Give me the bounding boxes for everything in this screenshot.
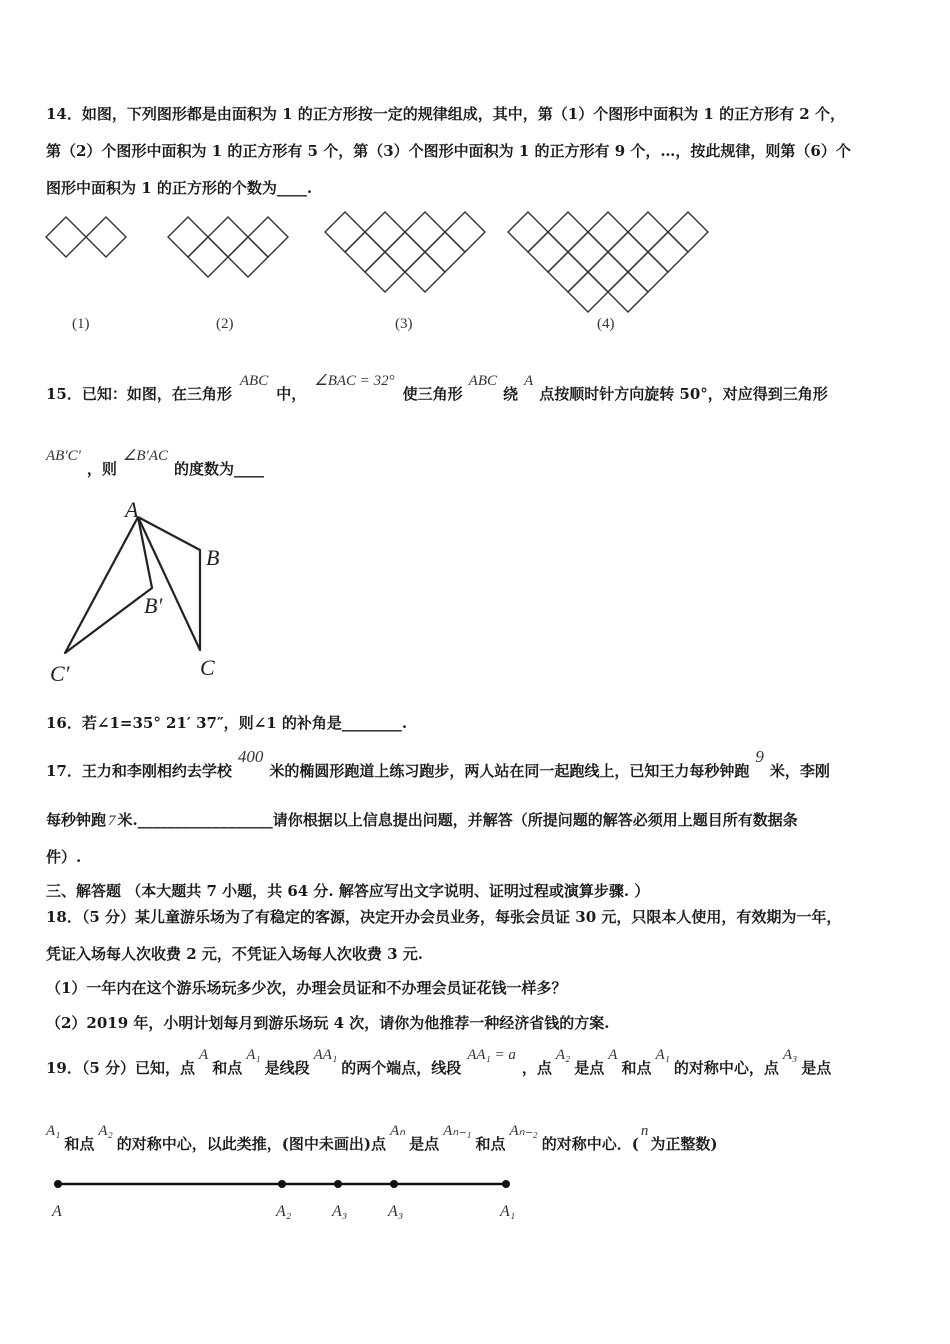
q19-line-1: 19．（5 分）已知，点A和点A₁是线段AA₁的两个端点，线段AA₁ = a，点A₂是点A和点A₁的对称中心，点A₃是点	[46, 1047, 832, 1077]
fig-label-b-prime: B′	[144, 593, 163, 618]
math-angle-bpac: ∠B′AC	[122, 448, 168, 464]
math-abc-prime: AB′C′	[46, 448, 81, 464]
fig-label-c: C	[200, 655, 215, 680]
label-a3b: A₃	[388, 1203, 404, 1220]
q17-line-1: 17．王力和李刚相约去学校400米的椭圆形跑道上练习跑步，两人站在同一起跑线上，已知王力每秒钟跑9米，李刚	[46, 747, 830, 780]
fig-label-a: A	[125, 497, 139, 522]
q18-line-1: 18．（5 分）某儿童游乐场为了有稳定的客源，决定开办会员业务，每张会员证 30 元，只限本人使用，有效期为一年，	[46, 908, 842, 926]
math-abc: ABC	[239, 373, 269, 389]
fig-label-b: B	[206, 545, 220, 570]
q17-line-3: 件）.	[46, 848, 82, 866]
point-a3	[390, 1180, 398, 1188]
q14-line-1: 14．如图，下列图形都是由面积为 1 的正方形按一定的规律组成，其中，第（1）个图形中面积为 1 的正方形有 2 个，	[46, 105, 845, 123]
q14-figure-4	[508, 212, 708, 312]
q19-line-2: A₁和点A₂的对称中心，以此类推，(图中未画出)点Aₙ是点Aₙ₋₁和点Aₙ₋₂的对称中心．(n为正整数)	[46, 1123, 718, 1153]
fig-label-c-prime: C′	[50, 661, 70, 686]
label-a1: A₁	[500, 1203, 516, 1220]
q15-line-1: 15．已知：如图，在三角形ABC中，∠BAC = 32°使三角形ABC绕A点按顺时针方向旋转 50°，对应得到三角形	[46, 373, 828, 403]
q14-fig-label-4: (4)	[597, 316, 615, 332]
q14-figure-2	[168, 217, 288, 277]
point-a	[54, 1180, 62, 1188]
q15-figure	[40, 495, 240, 695]
point-a1	[502, 1180, 510, 1188]
point-a4	[334, 1180, 342, 1188]
point-a2	[278, 1180, 286, 1188]
q14-figure-3	[325, 212, 485, 292]
q14-figure	[0, 200, 950, 340]
math-400: 400	[237, 747, 264, 766]
q16-text: 16．若∠1=35° 21′ 37″，则∠1 的补角是________.	[46, 714, 408, 732]
q14-figure-1	[46, 217, 126, 257]
section-3-heading: 三、解答题 （本大题共 7 小题，共 64 分. 解答应写出文字说明、证明过程或演算步骤. ）	[46, 882, 650, 900]
math-9: 9	[755, 747, 764, 766]
q14-fig-label-2: (2)	[216, 316, 234, 332]
q14-fig-label-1: (1)	[72, 316, 90, 332]
q14-line-2: 第（2）个图形中面积为 1 的正方形有 5 个，第（3）个图形中面积为 1 的正方形有 9 个，…，按此规律，则第（6）个	[46, 142, 851, 160]
math-a: A	[524, 373, 534, 389]
label-a3: A₃	[332, 1203, 348, 1220]
q17-line-2: 每秒钟跑 7 米.__________________请你根据以上信息提出问题，并解答（所提问题的解答必须用上题目所有数据条	[46, 811, 798, 829]
q18-sub-1: （1）一年内在这个游乐场玩多少次，办理会员证和不办理会员证花钱一样多？	[46, 979, 567, 997]
q15-line-2: AB′C′，则∠B′AC的度数为____	[46, 448, 264, 478]
q14-fig-label-3: (3)	[395, 316, 413, 332]
label-a2: A₂	[276, 1203, 292, 1220]
q18-sub-2: （2）2019 年，小明计划每月到游乐场玩 4 次，请你为他推荐一种经济省钱的方案.	[46, 1014, 610, 1032]
math-angle-bac: ∠BAC = 32°	[314, 373, 395, 389]
q14-line-3: 图形中面积为 1 的正方形的个数为____.	[46, 179, 313, 197]
q18-line-2: 凭证入场每人次收费 2 元，不凭证入场每人次收费 3 元.	[46, 945, 423, 963]
math-abc-2: ABC	[468, 373, 498, 389]
label-a: A	[52, 1203, 62, 1220]
q19-number-line	[40, 1170, 540, 1230]
math-7: 7	[108, 813, 116, 829]
